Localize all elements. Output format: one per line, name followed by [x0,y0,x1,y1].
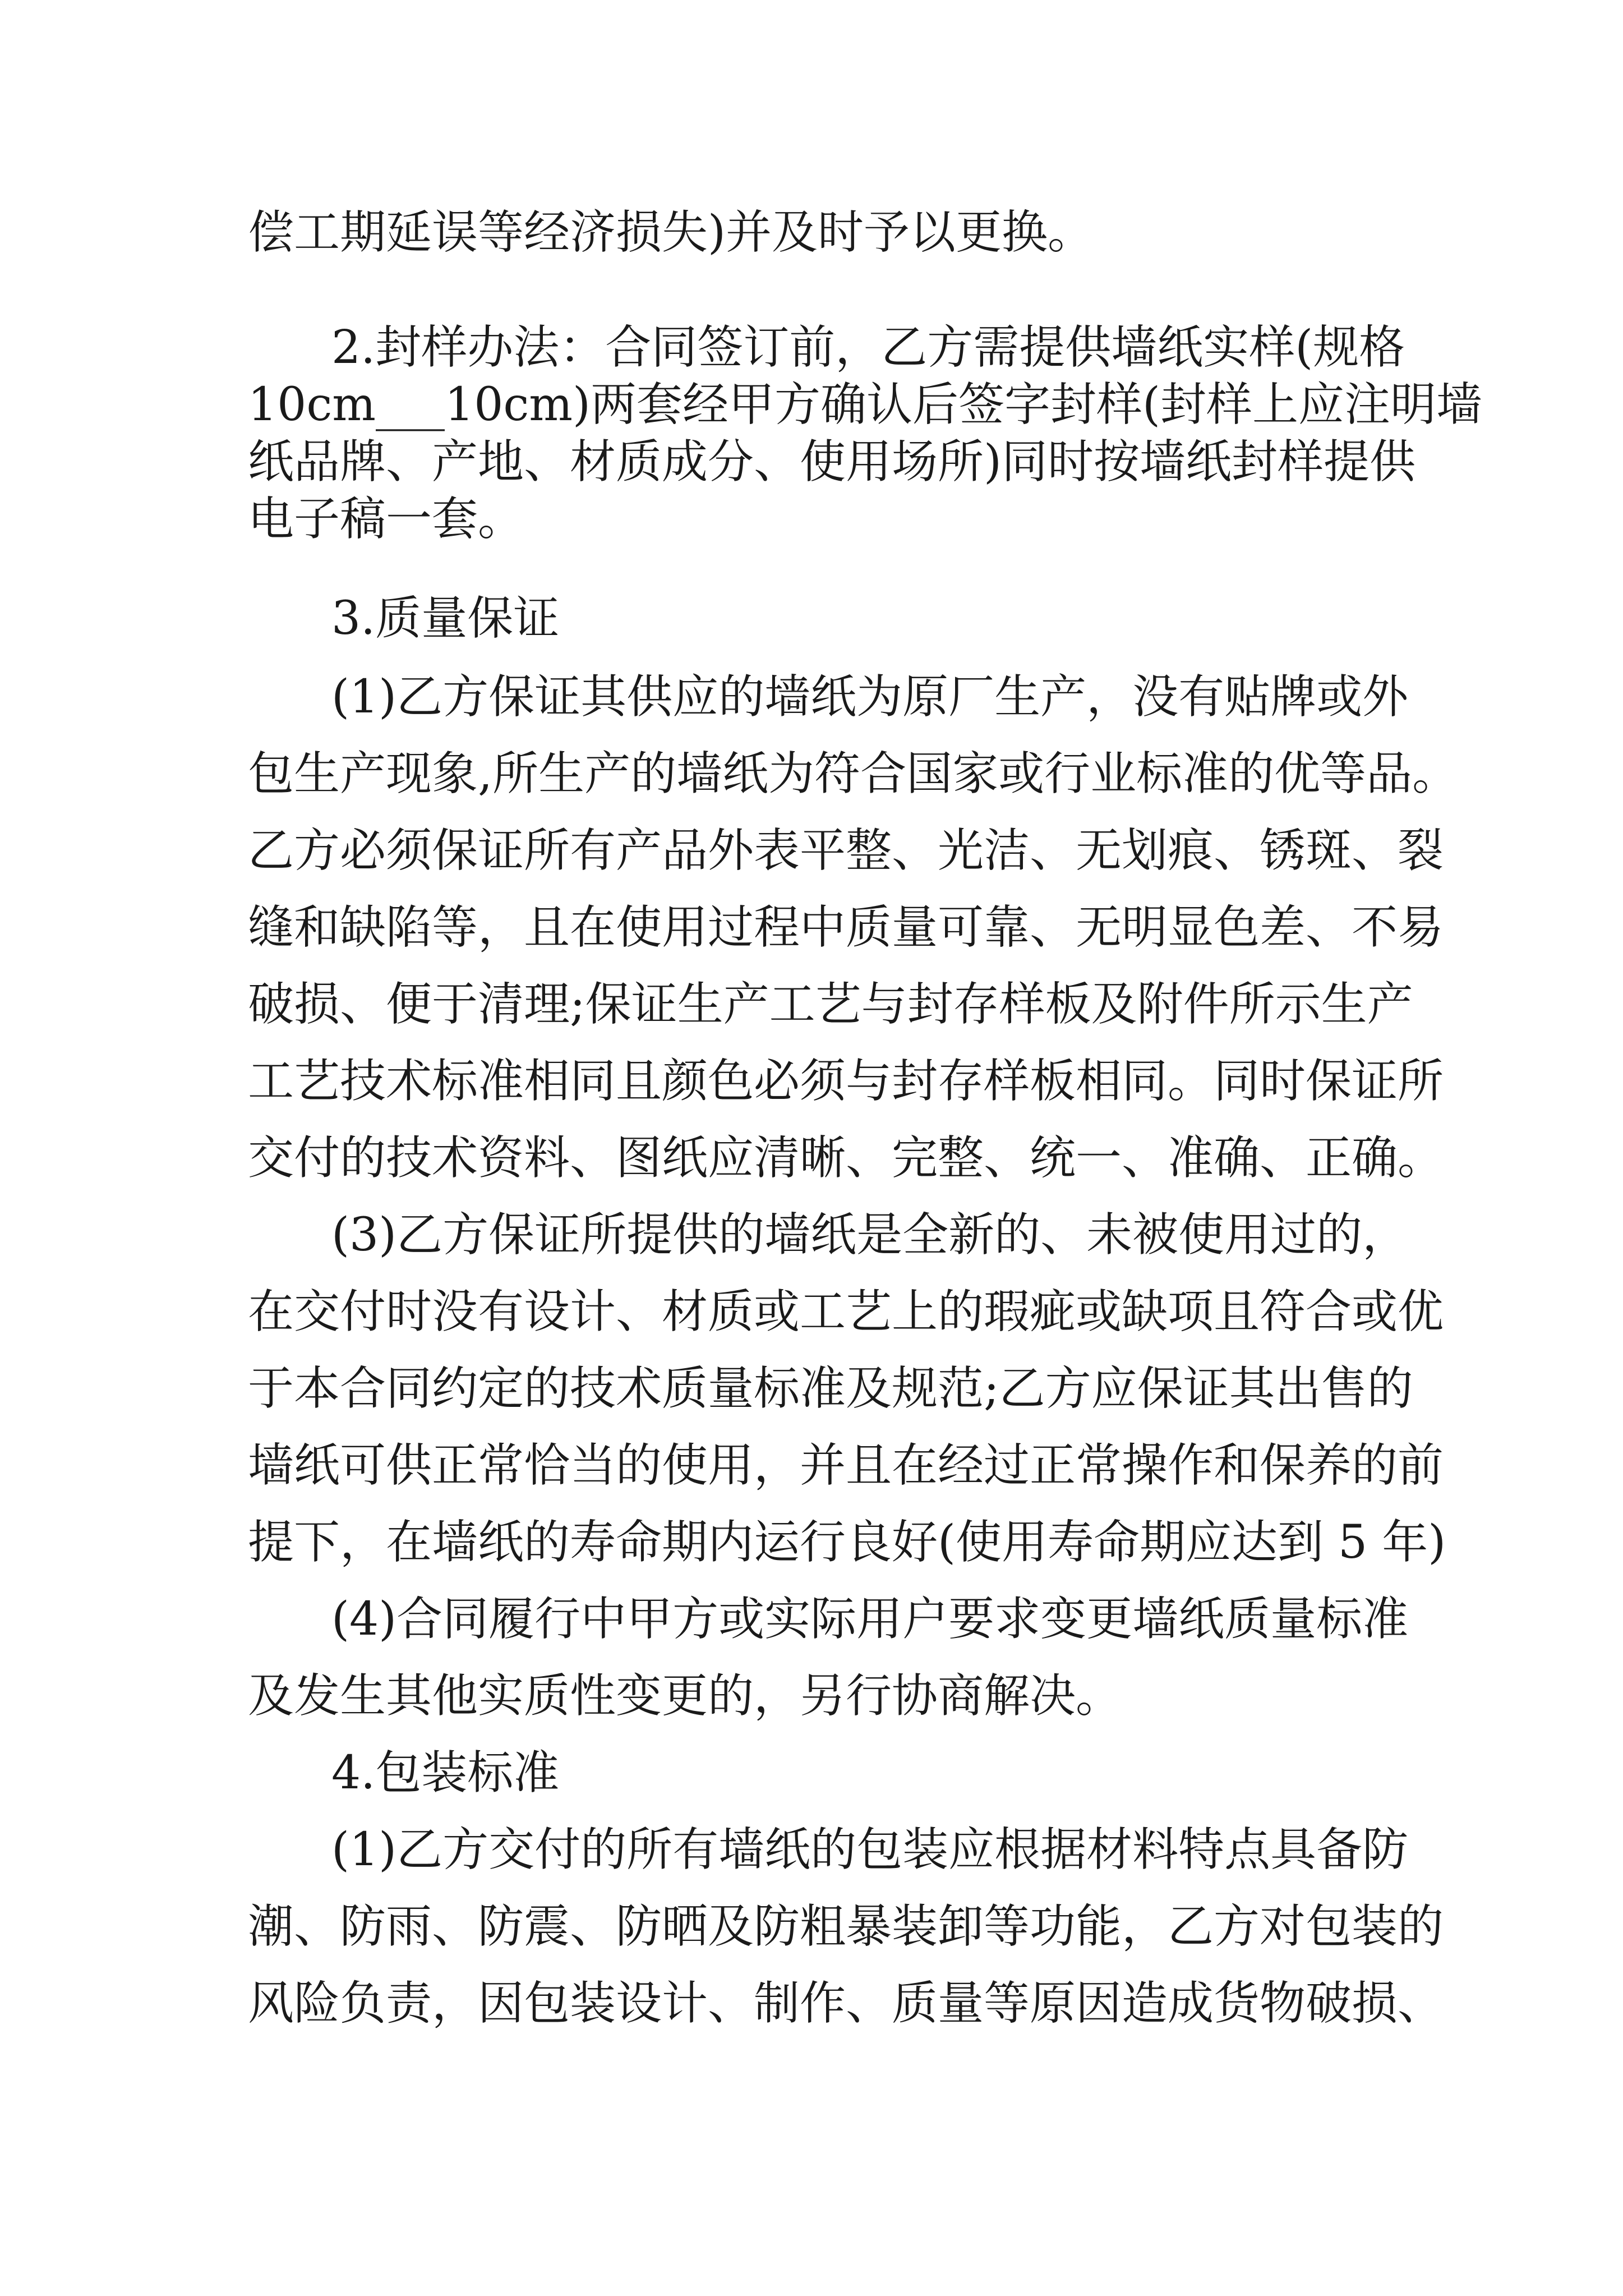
text-line-3: 10cm___10cm)两套经甲方确认后签字封样(封样上应注明墙 [248,378,1483,431]
text-line-18: 提下，在墙纸的寿命期内运行良好(使用寿命期应达到 5 年) [248,1516,1446,1569]
text-line-11: 破损、便于清理;保证生产工艺与封存样板及附件所示生产 [248,978,1413,1031]
text-line-2: 2.封样办法：合同签订前，乙方需提供墙纸实样(规格 [331,321,1405,374]
text-line-5: 电子稿一套。 [248,493,524,546]
text-line-10: 缝和缺陷等，且在使用过程中质量可靠、无明显色差、不易 [248,901,1444,954]
text-line-8: 包生产现象,所生产的墙纸为符合国家或行业标准的优等品。 [248,747,1459,800]
text-line-14: (3)乙方保证所提供的墙纸是全新的、未被使用过的， [331,1208,1409,1262]
text-line-7: (1)乙方保证其供应的墙纸为原厂生产，没有贴牌或外 [331,670,1409,724]
text-line-22: (1)乙方交付的所有墙纸的包装应根据材料特点具备防 [331,1823,1409,1876]
text-line-17: 墙纸可供正常恰当的使用，并且在经过正常操作和保养的前 [248,1439,1444,1492]
text-line-20: 及发生其他实质性变更的，另行协商解决。 [248,1669,1122,1723]
section-heading-packaging: 4.包装标准 [331,1746,560,1800]
text-line-4: 纸品牌、产地、材质成分、使用场所)同时按墙纸封样提供 [248,435,1415,489]
text-line-23: 潮、防雨、防震、防晒及防粗暴装卸等功能，乙方对包装的 [248,1900,1444,1953]
text-line-12: 工艺技术标准相同且颜色必须与封存样板相同。同时保证所 [248,1055,1444,1108]
section-heading-quality: 3.质量保证 [331,592,560,645]
text-line-15: 在交付时没有设计、材质或工艺上的瑕疵或缺项且符合或优 [248,1285,1444,1338]
text-line-1: 偿工期延误等经济损失)并及时予以更换。 [248,206,1094,259]
text-line-9: 乙方必须保证所有产品外表平整、光洁、无划痕、锈斑、裂 [248,824,1444,877]
text-line-19: (4)合同履行中甲方或实际用户要求变更墙纸质量标准 [331,1593,1409,1646]
text-line-13: 交付的技术资料、图纸应清晰、完整、统一、准确、正确。 [248,1131,1444,1185]
text-line-24: 风险负责，因包装设计、制作、质量等原因造成货物破损、 [248,1977,1444,2030]
text-line-16: 于本合同约定的技术质量标准及规范;乙方应保证其出售的 [248,1362,1413,1415]
